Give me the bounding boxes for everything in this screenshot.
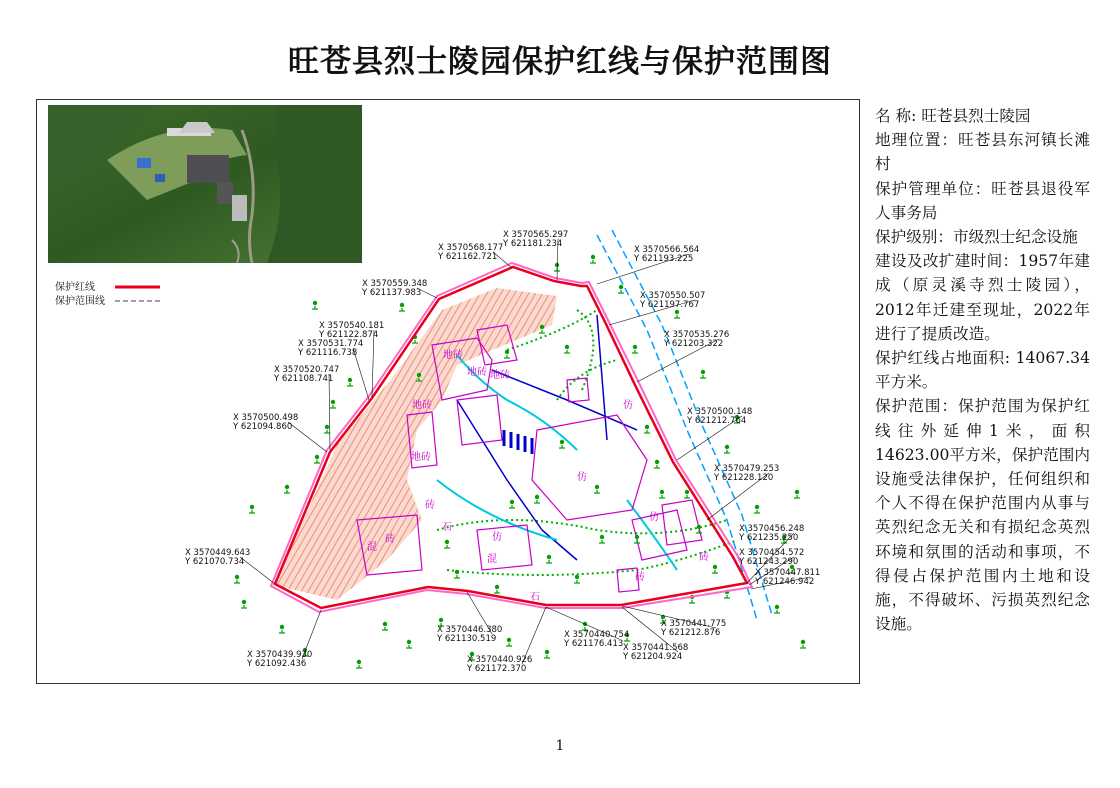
coordinate-y: Y 621176.413 (564, 639, 624, 649)
coordinate-x: X 3570449.643 (185, 548, 251, 558)
map-label: 地砖 (411, 452, 431, 463)
info-management: 保护管理单位：旺苍县退役军人事务局 (875, 179, 1090, 222)
coordinate-y: Y 621130.519 (437, 634, 497, 644)
tree-icon (534, 495, 540, 503)
coordinate-x: X 3570439.930 (247, 650, 313, 660)
tree-icon (800, 640, 806, 648)
aerial-photo (48, 105, 362, 263)
coordinate-callout (232, 413, 327, 452)
legend-red-line-label: 保护红线 (55, 282, 95, 293)
coordinate-x: X 3570441.775 (661, 619, 727, 629)
coordinate-callout (751, 568, 820, 589)
coordinate-y: Y 621212.764 (687, 416, 747, 426)
legend-range-line-label: 保护范围线 (55, 296, 105, 307)
tree-icon (700, 370, 706, 378)
coordinate-callout (622, 606, 726, 638)
map-canvas (37, 100, 860, 684)
tree-icon (544, 650, 550, 658)
coordinate-x: X 3570559.348 (362, 279, 428, 289)
coordinate-x: X 3570446.380 (437, 625, 503, 635)
coordinate-y: Y 621235.250 (739, 533, 799, 543)
map-label: 地砖 (490, 370, 510, 381)
coordinate-callout (546, 607, 629, 649)
tree-icon (241, 600, 247, 608)
coordinate-callout (637, 330, 729, 382)
coordinate-x: X 3570540.181 (319, 321, 385, 331)
tree-icon (599, 535, 605, 543)
coordinate-x: X 3570454.572 (739, 548, 805, 558)
coordinate-x: X 3570531.774 (298, 339, 364, 349)
info-built: 建设及改扩建时间：1957年建成（原灵溪寺烈士陵园），2012年迁建至现址，2022年进行了提质改造。 (875, 252, 1090, 343)
protection-map (36, 99, 860, 684)
tree-icon (314, 455, 320, 463)
map-label: 混 (367, 542, 377, 553)
coordinate-y: Y 621243.290 (739, 557, 799, 567)
map-label: 石 (442, 522, 452, 533)
tree-icon (684, 490, 690, 498)
coordinate-callout (184, 548, 275, 584)
coordinate-y: Y 621181.234 (503, 239, 563, 249)
coordinate-callout (361, 279, 437, 298)
tree-icon (454, 570, 460, 578)
coordinate-x: X 3570500.498 (233, 413, 299, 423)
coordinate-y: Y 621203.322 (664, 339, 724, 349)
coordinate-y: Y 621197.767 (640, 300, 700, 310)
map-label: 砖 (425, 500, 435, 511)
coordinate-callout (246, 610, 321, 669)
tree-icon (632, 345, 638, 353)
coordinate-x: X 3570447.811 (755, 568, 821, 578)
coordinate-x: X 3570479.253 (714, 464, 780, 474)
coordinate-x: X 3570440.926 (467, 655, 533, 665)
coordinate-x: X 3570456.248 (739, 524, 805, 534)
coordinate-y: Y 621193.225 (634, 254, 694, 264)
coordinate-y: Y 621212.876 (661, 628, 721, 638)
tree-icon (574, 575, 580, 583)
tree-icon (324, 425, 330, 433)
coordinate-y: Y 621137.983 (362, 288, 422, 298)
map-label: 砖 (385, 534, 395, 545)
coordinate-y: Y 621122.874 (319, 330, 379, 340)
info-range: 保护范围：保护范围为保护红线往外延伸1米，面积14623.00平方米，保护范围内设施受法律保护，任何组织和个人不得在保护范围内从事与英烈纪念无关和有损纪念英烈环境和氛围的活动和事项，不得侵占保护范围内土地和设施，不得破坏、污损英烈纪念设施。 (875, 397, 1090, 634)
tree-icon (559, 440, 565, 448)
tree-icon (506, 638, 512, 646)
coordinate-y: Y 621092.436 (247, 659, 307, 669)
coordinate-callout (502, 230, 568, 280)
tree-icon (347, 378, 353, 386)
tree-icon (504, 350, 510, 358)
coordinate-x: X 3570565.297 (503, 230, 569, 240)
coordinate-callout (707, 464, 779, 520)
page-title: 旺苍县烈士陵园保护红线与保护范围图 (288, 44, 832, 80)
tree-icon (279, 625, 285, 633)
info-level: 保护级别：市级烈士纪念设施 (875, 228, 1078, 247)
tree-icon (312, 301, 318, 309)
map-label: 地砖 (412, 400, 432, 411)
tree-icon (712, 565, 718, 573)
tree-icon (634, 535, 640, 543)
coordinate-y: Y 621116.738 (298, 348, 358, 358)
map-label: 砖 (699, 552, 709, 563)
coordinate-x: X 3570550.507 (640, 291, 706, 301)
info-name: 名 称: 旺苍县烈士陵园 (875, 107, 1031, 125)
coordinate-callout (437, 243, 512, 268)
tree-icon (399, 303, 405, 311)
map-legend (55, 280, 160, 307)
coordinate-callout (609, 291, 705, 325)
map-label: 砖 (635, 572, 645, 583)
map-label: 混 (487, 554, 497, 565)
tree-icon (564, 345, 570, 353)
tree-icon (618, 285, 624, 293)
coordinate-y: Y 621070.734 (185, 557, 245, 567)
coordinate-y: Y 621246.942 (755, 577, 815, 587)
tree-icon (654, 460, 660, 468)
tree-icon (444, 540, 450, 548)
tree-icon (234, 575, 240, 583)
info-panel (875, 104, 1090, 636)
tree-icon (546, 555, 552, 563)
map-label: 地砖 (467, 367, 487, 378)
tree-icon (406, 640, 412, 648)
coordinate-x: X 3570441.568 (623, 643, 689, 653)
tree-icon (774, 605, 780, 613)
coordinate-callout (436, 592, 502, 644)
tree-icon (249, 505, 255, 513)
map-label: 仿 (649, 512, 659, 523)
tree-icon (509, 500, 515, 508)
coordinate-y: Y 621162.721 (438, 252, 498, 262)
tree-icon (284, 485, 290, 493)
tree-icon (356, 660, 362, 668)
map-label: 地砖 (443, 350, 463, 361)
tree-icon (382, 622, 388, 630)
coordinate-x: X 3570566.564 (634, 245, 700, 255)
tree-icon (794, 490, 800, 498)
map-label: 仿 (492, 532, 502, 543)
coordinate-y: Y 621172.370 (467, 664, 527, 674)
coordinate-y: Y 621108.741 (274, 374, 334, 384)
coordinate-x: X 3570568.177 (438, 243, 504, 253)
coordinate-x: X 3570500.148 (687, 407, 753, 417)
coordinate-x: X 3570520.747 (274, 365, 340, 375)
tree-icon (494, 585, 500, 593)
coordinate-callout (597, 245, 699, 284)
coordinate-y: Y 621228.120 (714, 473, 774, 483)
tree-icon (594, 485, 600, 493)
tree-icon (754, 505, 760, 513)
tree-icon (724, 445, 730, 453)
info-red-area: 保护红线占地面积: 14067.34平方米。 (875, 349, 1090, 392)
map-label: 石 (530, 592, 540, 603)
map-label: 仿 (577, 472, 587, 483)
tree-icon (674, 310, 680, 318)
tree-icon (659, 490, 665, 498)
tree-icon (644, 425, 650, 433)
coordinate-callout (273, 365, 339, 450)
coordinate-x: X 3570535.276 (664, 330, 730, 340)
tree-icon (330, 400, 336, 408)
page-number: 1 (555, 738, 565, 754)
info-location: 地理位置：旺苍县东河镇长滩村 (875, 131, 1090, 174)
coordinate-y: Y 621094.860 (233, 422, 293, 432)
map-label: 仿 (623, 400, 633, 411)
coordinate-y: Y 621204.924 (623, 652, 683, 662)
coordinate-x: X 3570440.754 (564, 630, 630, 640)
tree-icon (590, 255, 596, 263)
